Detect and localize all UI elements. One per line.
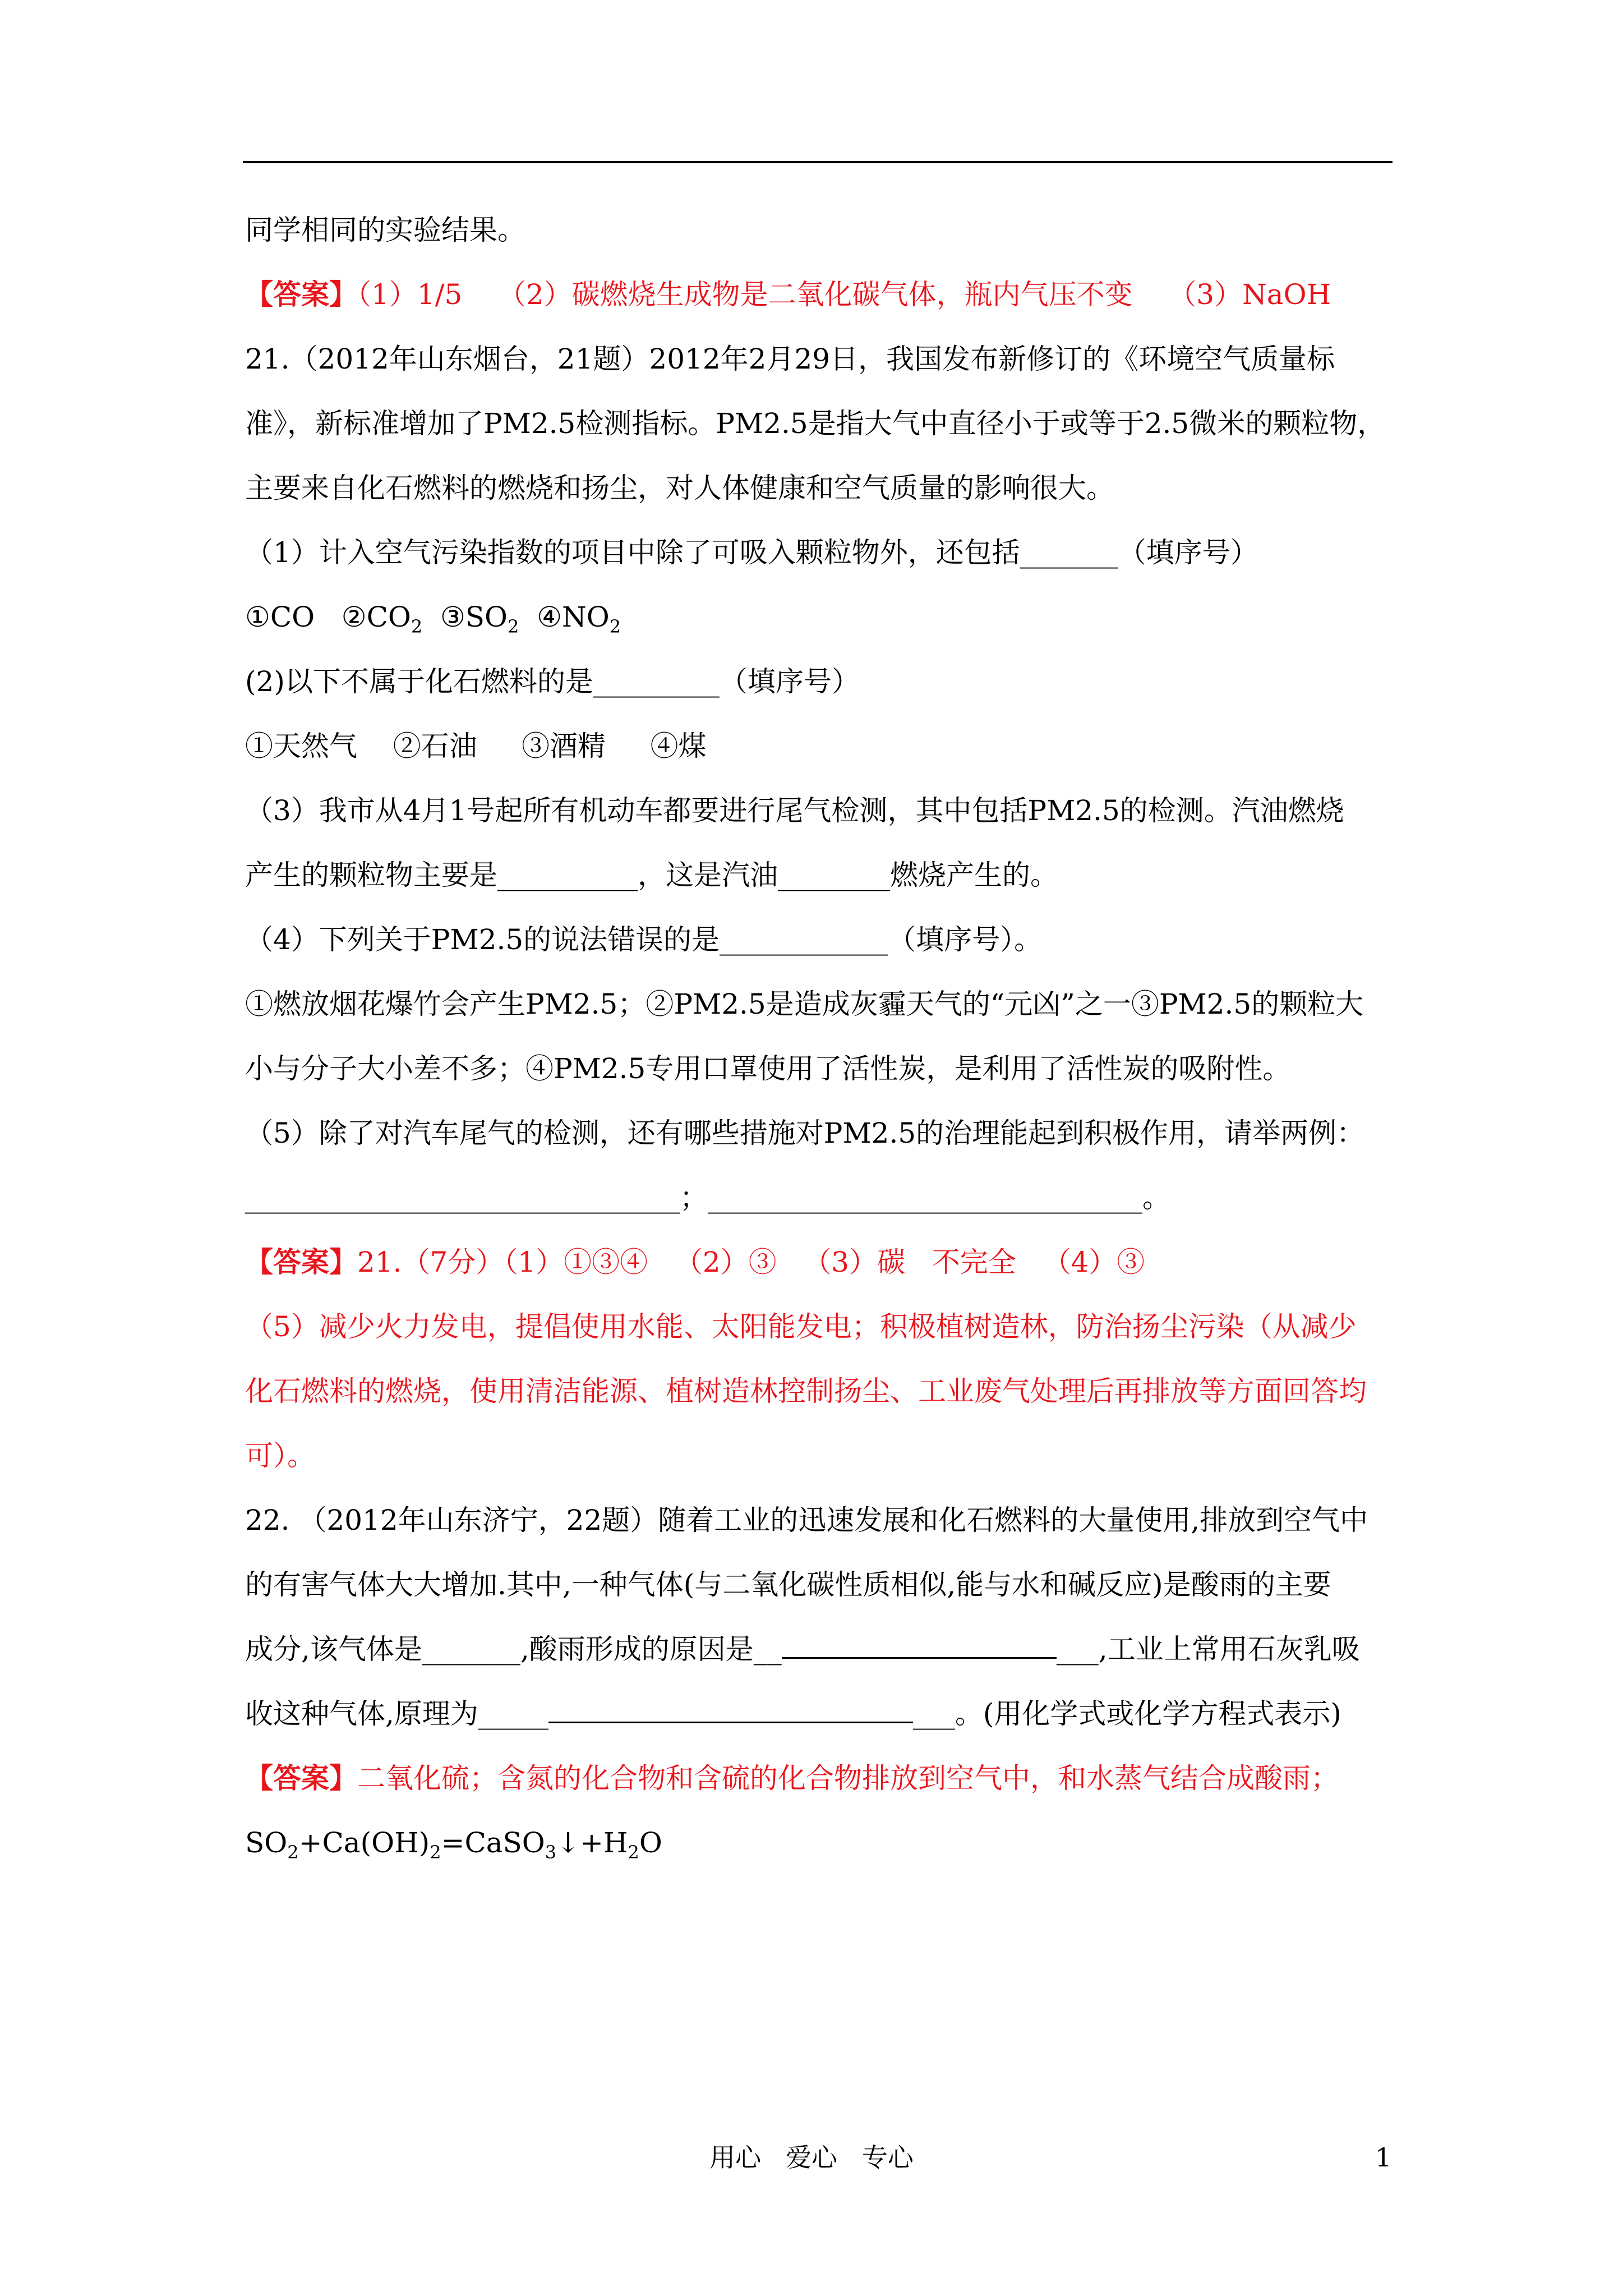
options-line: ①天然气 ②石油 ③酒精 ④煤 bbox=[245, 730, 707, 762]
page-number: 1 bbox=[1375, 2142, 1392, 2173]
text-line: 准》，新标准增加了PM2.5检测指标。PM2.5是指大气中直径小于或等于2.5微米的颗粒物， bbox=[245, 407, 1386, 440]
answer-line: 可）。 bbox=[245, 1439, 315, 1472]
text-line: 同学相同的实验结果。 bbox=[245, 214, 525, 246]
text-line: （1）计入空气污染指数的项目中除了可吸入颗粒物外，还包括_______（填序号） bbox=[245, 536, 1258, 569]
footer-motto: 用心 爱心 专心 bbox=[709, 2142, 914, 2173]
answer-line: 化石燃料的燃烧，使用清洁能源、植树造林控制扬尘、工业废气处理后再排放等方面回答均 bbox=[245, 1375, 1367, 1407]
text-line: ①燃放烟花爆竹会产生PM2.5；②PM2.5是造成灰霾天气的“元凶”之一③PM2.5的颗粒大 bbox=[245, 988, 1364, 1020]
answer-line: 【答案】二氧化硫；含氮的化合物和含硫的化合物排放到空气中，和水蒸气结合成酸雨； bbox=[245, 1761, 1339, 1795]
text-line: (2)以下不属于化石燃料的是_________（填序号） bbox=[245, 665, 860, 698]
blank-line: _______________________________；_______________________________。 bbox=[245, 1181, 1170, 1214]
text-line: （4）下列关于PM2.5的说法错误的是____________（填序号）。 bbox=[245, 923, 1043, 956]
text-line: 主要来自化石燃料的燃烧和扬尘，对人体健康和空气质量的影响很大。 bbox=[245, 472, 1114, 504]
answer-tag: 【答案】 bbox=[245, 1761, 357, 1795]
text-line: （5）除了对汽车尾气的检测，还有哪些措施对PM2.5的治理能起到积极作用，请举两例： bbox=[245, 1117, 1365, 1149]
answer-tag: 【答案】 bbox=[245, 278, 357, 311]
answer-line: （5）减少火力发电，提倡使用水能、太阳能发电；积极植树造林，防治扬尘污染（从减少 bbox=[245, 1310, 1357, 1343]
text-line: 成分,该气体是_______,酸雨形成的原因是__ ___,工业上常用石灰乳吸 bbox=[245, 1633, 1360, 1665]
answer-blank bbox=[782, 1634, 1057, 1659]
text-line: 的有害气体大大增加.其中,一种气体(与二氧化碳性质相似,能与水和碱反应)是酸雨的主要 bbox=[245, 1568, 1331, 1601]
answer-line: 【答案】（1）1/5 （2）碳燃烧生成物是二氧化碳气体，瓶内气压不变 （3）NaOH bbox=[245, 278, 1331, 311]
options-line: ①CO $②CO_2$ $③SO_2$ $④NO_2$ bbox=[245, 601, 621, 637]
answer-blank bbox=[548, 1698, 913, 1723]
text-line: 小与分子大小差不多；④PM2.5专用口罩使用了活性炭，是利用了活性炭的吸附性。 bbox=[245, 1052, 1291, 1085]
text-line: 收这种气体,原理为_____ ___。(用化学式或化学方程式表示) bbox=[245, 1697, 1341, 1730]
header-rule bbox=[243, 161, 1393, 163]
question-22-line: 22. （2012年山东济宁，22题）随着工业的迅速发展和化石燃料的大量使用,排放到空气中 bbox=[245, 1504, 1368, 1536]
text-line: 产生的颗粒物主要是__________，这是汽油________燃烧产生的。 bbox=[245, 859, 1058, 891]
text-line: （3）我市从4月1号起所有机动车都要进行尾气检测，其中包括PM2.5的检测。汽油燃烧 bbox=[245, 794, 1344, 827]
answer-line: 【答案】21.（7分）（1）①③④ （2）③ （3）碳 不完全 （4）③ bbox=[245, 1245, 1145, 1278]
question-21-line: 21.（2012年山东烟台，21题）2012年2月29日，我国发布新修订的《环境空气质量标 bbox=[245, 343, 1335, 375]
equation-line: $SO_2+Ca(OH)_2=CaSO_3↓+H_2O$ bbox=[245, 1826, 662, 1863]
answer-tag: 【答案】 bbox=[245, 1245, 357, 1278]
